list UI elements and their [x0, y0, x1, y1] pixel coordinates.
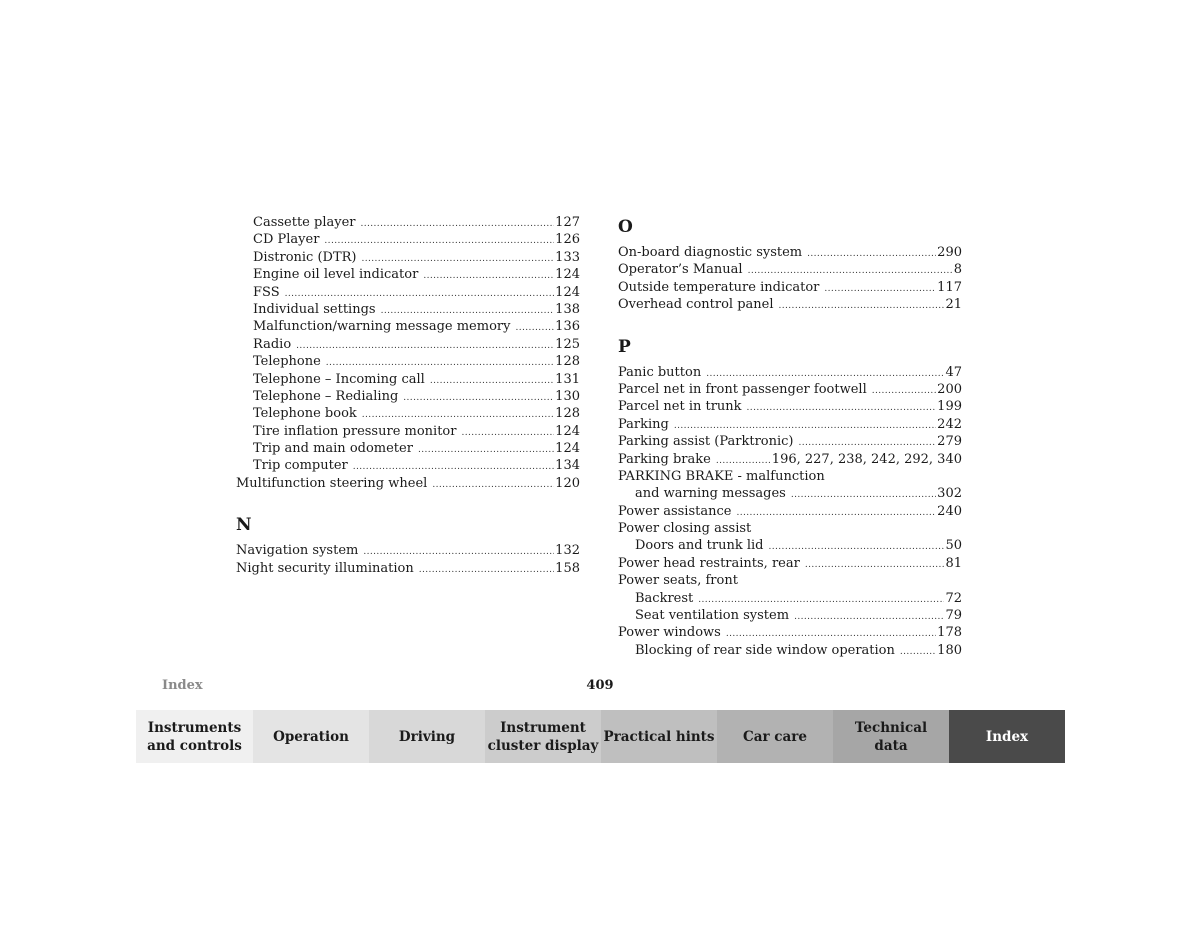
- entry-text: Telephone – Incoming call: [253, 371, 425, 387]
- entry-page-ref[interactable]: 196, 227, 238, 242, 292, 340: [771, 451, 962, 467]
- page-number: 409: [586, 678, 614, 693]
- entry-page-ref[interactable]: 21: [945, 297, 962, 313]
- entry-text: Seat ventilation system: [635, 608, 790, 624]
- index-entry: [618, 503, 962, 520]
- index-entry: [618, 555, 962, 572]
- index-subentry: [618, 607, 962, 624]
- dot-leader: [736, 505, 936, 522]
- entry-text: Navigation system: [236, 543, 359, 559]
- index-entry: [618, 381, 962, 398]
- entry-text: PARKING BRAKE - malfunction: [618, 468, 825, 484]
- index-entry: [618, 520, 962, 537]
- entry-page-ref[interactable]: 242: [937, 416, 962, 432]
- entry-page-ref[interactable]: 128: [555, 354, 580, 370]
- entry-page-ref[interactable]: 124: [555, 267, 580, 283]
- index-subentry: [236, 249, 580, 266]
- entry-text: Parking brake: [618, 451, 711, 467]
- entry-page-ref[interactable]: 79: [945, 608, 962, 624]
- index-entry: [236, 475, 580, 492]
- entry-text: Parking: [618, 416, 669, 432]
- dot-leader: [747, 400, 937, 417]
- index-entry: [618, 296, 962, 313]
- entry-page-ref[interactable]: 125: [555, 336, 580, 352]
- entry-page-ref[interactable]: 138: [555, 301, 580, 317]
- index-subentry: [236, 440, 580, 457]
- dot-leader: [296, 338, 554, 355]
- index-subentry: [236, 388, 580, 405]
- entry-page-ref[interactable]: 158: [555, 560, 580, 576]
- dot-leader: [794, 609, 944, 626]
- entry-text: Distronic (DTR): [253, 249, 357, 265]
- entry-page-ref[interactable]: 47: [945, 364, 962, 380]
- index-subentry: [236, 405, 580, 422]
- entry-page-ref[interactable]: 302: [937, 486, 962, 502]
- entry-text: Telephone: [253, 354, 321, 370]
- dot-leader: [824, 281, 936, 298]
- entry-text: and warning messages: [635, 486, 786, 502]
- tab-car-care[interactable]: Car care: [717, 710, 833, 763]
- dot-leader: [807, 246, 936, 263]
- index-subentry: [236, 318, 580, 335]
- entry-text: On-board diagnostic system: [618, 245, 803, 260]
- entry-text: Parking assist (Parktronic): [618, 434, 794, 450]
- entry-page-ref[interactable]: 200: [937, 381, 962, 397]
- entry-page-ref[interactable]: 124: [555, 284, 580, 300]
- dot-leader: [805, 557, 945, 574]
- tab-instruments-and-controls[interactable]: Instruments and controls: [136, 710, 253, 763]
- entry-text: Cassette player: [253, 215, 356, 230]
- index-entry: [618, 624, 962, 641]
- entry-page-ref[interactable]: 290: [937, 245, 962, 260]
- entry-page-ref[interactable]: 131: [555, 371, 580, 387]
- spacer: [236, 492, 580, 512]
- entry-text: Night security illumination: [236, 560, 414, 576]
- dot-leader: [418, 442, 554, 459]
- entry-page-ref[interactable]: 136: [555, 319, 580, 335]
- entry-text: Doors and trunk lid: [635, 538, 764, 554]
- entry-page-ref[interactable]: 50: [945, 538, 962, 554]
- index-entry: [618, 261, 962, 278]
- section-tab-bar: [136, 710, 1065, 763]
- index-subentry: [618, 537, 962, 554]
- index-letter-heading: P: [618, 336, 631, 357]
- entry-page-ref[interactable]: 199: [937, 399, 962, 415]
- tab-index[interactable]: Index: [949, 710, 1065, 763]
- dot-leader: [423, 268, 554, 285]
- entry-text: FSS: [253, 284, 280, 300]
- dot-leader: [515, 320, 554, 337]
- entry-text: Radio: [253, 336, 292, 352]
- entry-text: Telephone – Redialing: [253, 388, 399, 404]
- index-subentry: [236, 231, 580, 248]
- dot-leader: [779, 298, 945, 315]
- entry-page-ref[interactable]: 279: [937, 434, 962, 450]
- index-entry: [618, 416, 962, 433]
- entry-page-ref[interactable]: 134: [555, 458, 580, 474]
- entry-page-ref[interactable]: 133: [555, 249, 580, 265]
- dot-leader: [461, 425, 554, 442]
- entry-page-ref[interactable]: 130: [555, 388, 580, 404]
- entry-text: Overhead control panel: [618, 297, 774, 313]
- entry-page-ref[interactable]: 128: [555, 406, 580, 422]
- index-subentry: [236, 336, 580, 353]
- entry-page-ref[interactable]: 132: [555, 543, 580, 559]
- tab-technical-data[interactable]: Technical data: [833, 710, 949, 763]
- index-subentry: [236, 301, 580, 318]
- entry-text: Power head restraints, rear: [618, 555, 800, 571]
- index-subentry: [236, 214, 580, 231]
- entry-page-ref[interactable]: 127: [555, 215, 580, 230]
- index-entry: [618, 572, 962, 589]
- dot-leader: [872, 383, 936, 400]
- index-subentry: [236, 266, 580, 283]
- tab-practical-hints[interactable]: Practical hints: [601, 710, 717, 763]
- entry-text: Multifunction steering wheel: [236, 475, 428, 491]
- tab-driving[interactable]: Driving: [369, 710, 485, 763]
- entry-page-ref[interactable]: 126: [555, 232, 580, 248]
- entry-text: Tire inflation pressure monitor: [253, 423, 457, 439]
- index-subentry: [236, 457, 580, 474]
- entry-page-ref[interactable]: 240: [937, 503, 962, 519]
- entry-text: Outside temperature indicator: [618, 279, 820, 295]
- index-letter-heading: O: [618, 217, 633, 237]
- entry-page-ref[interactable]: 120: [555, 475, 580, 491]
- entry-text: Operator’s Manual: [618, 262, 743, 278]
- index-entry: [618, 398, 962, 415]
- entry-page-ref[interactable]: 117: [937, 279, 962, 295]
- index-entry: [618, 433, 962, 450]
- index-subentry: [236, 423, 580, 440]
- index-entry: [618, 451, 962, 468]
- entry-text: Trip and main odometer: [253, 441, 413, 457]
- tab-instrument-cluster-display[interactable]: Instrument cluster display: [485, 710, 601, 763]
- dot-leader: [361, 216, 555, 233]
- section-label: Index: [162, 678, 203, 693]
- index-subentry: [618, 642, 962, 659]
- entry-page-ref[interactable]: 180: [937, 642, 962, 658]
- dot-leader: [791, 487, 936, 504]
- index-subentry: [618, 485, 962, 502]
- entry-text: CD Player: [253, 232, 320, 248]
- dot-leader: [324, 233, 554, 250]
- index-subentry: [236, 284, 580, 301]
- entry-page-ref[interactable]: 124: [555, 441, 580, 457]
- index-entry: [236, 560, 580, 577]
- entry-text: Telephone book: [253, 406, 357, 422]
- dot-leader: [430, 373, 554, 390]
- index-subentry: [618, 590, 962, 607]
- index-subentry: [236, 371, 580, 388]
- dot-leader: [419, 562, 554, 579]
- index-letter-heading: N: [236, 515, 252, 536]
- index-entry: [618, 279, 962, 296]
- dot-leader: [432, 477, 554, 494]
- entry-text: Parcel net in front passenger footwell: [618, 381, 867, 397]
- entry-text: Power assistance: [618, 503, 732, 519]
- dot-leader: [900, 644, 936, 661]
- entry-text: Malfunction/warning message memory: [253, 319, 511, 335]
- tab-operation[interactable]: Operation: [253, 710, 369, 763]
- index-entry: [618, 364, 962, 381]
- entry-text: Panic button: [618, 364, 702, 380]
- entry-page-ref[interactable]: 72: [945, 590, 962, 606]
- entry-text: Power windows: [618, 625, 721, 641]
- index-entry: [236, 542, 580, 559]
- entry-text: Parcel net in trunk: [618, 399, 742, 415]
- entry-page-ref[interactable]: 124: [555, 423, 580, 439]
- entry-text: Trip computer: [253, 458, 348, 474]
- index-subentry: [236, 353, 580, 370]
- index-entry: [618, 468, 962, 485]
- entry-text: Backrest: [635, 590, 694, 606]
- index-column-right: [618, 214, 962, 659]
- index-column-left: [236, 214, 580, 577]
- entry-page-ref[interactable]: 81: [945, 555, 962, 571]
- spacer: [618, 314, 962, 334]
- entry-text: Power closing assist: [618, 521, 752, 537]
- dot-leader: [403, 390, 554, 407]
- index-entry: [618, 244, 962, 261]
- entry-page-ref[interactable]: 178: [937, 625, 962, 641]
- entry-text: Blocking of rear side window operation: [635, 642, 895, 658]
- entry-page-ref[interactable]: 8: [953, 262, 962, 278]
- entry-text: Power seats, front: [618, 573, 738, 589]
- entry-text: Engine oil level indicator: [253, 267, 419, 283]
- entry-text: Individual settings: [253, 301, 376, 317]
